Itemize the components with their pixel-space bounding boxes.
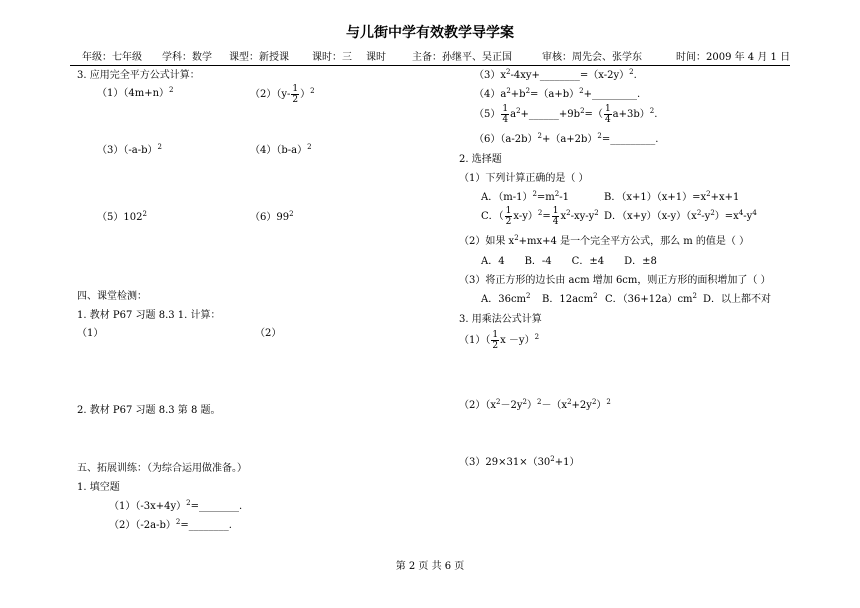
choice-q3: （3）将正方形的边长由 acm 增加 6cm，则正方形的面积增加了（ ） [459,275,771,286]
multiply-item-2: $(2)(x^2-2y^2)^2-(x^2+2y^2)^2$ [459,398,611,411]
multiply-item-3: $(3)29\times 31\times(30^2+1)$ [459,455,580,468]
choice-q1-option-c: C．（ $\frac{1}{2}$ x-y）$^2$= $\frac{1}{4}$ $x^2-xy-y^2$ [481,206,599,227]
fraction: $\frac{1}{2}$ [505,206,512,227]
header-subject: 学科：数学 [162,52,212,63]
choice-q1-option-d: D．$(x+y)(x-y)(x^2-y^2)=x^4-y^4$ [604,209,757,222]
header-date: 时间：2009 年 4 月 1 日 [676,52,791,63]
document-title: 与儿街中学有效教学导学案 [346,25,514,41]
problem-2: （2）（y- $\frac{1}{2}$ ）$^2$ [250,84,315,105]
check-item-1a: （1） [77,328,104,339]
choice-q2: （2）如果 $x^2+mx+4$ 是一个完全平方公式，那么 m 的值是（ ） [459,234,750,247]
choice-q3-option-d: D．以上都不对 [703,294,772,305]
fraction: $\frac{1}{4}$ [604,104,611,125]
fraction: $\frac{1}{4}$ [552,206,559,227]
section-3-title: 3. 应用完全平方公式计算： [77,70,200,81]
fill-item-6: $(6)(a-2b)^2+(a+2b)^2=\_\_\_\_\_\_\_\_\_$. [474,132,659,145]
fill-item-4: $(4)a^2+b^2=(a+b)^2+\_\_\_\_\_\_\_\_\_$. [474,87,641,100]
choice-q1-option-b: B．$(x+1)(x+1)=x^2+x+1$ [604,190,740,203]
problem-3: $(3)(-a-b)^2$ [97,143,162,156]
header-grade: 年级：七年级 [82,52,142,63]
choice-q2-options: A．4 B．-4 C．±4 D．±8 [481,256,657,267]
fill-item-3: $(3)x^2-4xy+\_\_\_\_\_\_\_\_=(x-2y)^2$. [474,68,637,81]
choice-q3-option-a: A．$36cm^2$ [481,292,531,305]
choice-title: 2. 选择题 [459,154,502,165]
fill-item-5: （5） $\frac{1}{4}$ $a^2+\_\_\_\_\_\_+9b^2=$（ $\frac{1}{4}$ a+3b）$^2$. [474,104,658,125]
page-footer: 第 2 页 共 6 页 [395,561,465,572]
section-4-title: 四、课堂检测： [77,291,147,302]
choice-q1-option-a: A．$(m-1)^2=m^2-1$ [481,190,570,203]
problem-6: $(6)99^2$ [250,210,294,223]
header-lesson-type: 课型：新授课 [229,52,289,63]
header-period-label: 课时 [366,52,386,63]
choice-q3-option-b: B．12acm$^2$ [542,292,598,305]
check-item-2: 2. 教材 P67 习题 8.3 第 8 题。 [77,405,221,416]
header-rule [70,65,790,66]
problem-1: $(1)(4m+n)^2$ [97,86,174,99]
section-5-title: 五、拓展训练：（为综合运用做准备。） [77,463,247,474]
choice-q1: （1）下列计算正确的是（ ） [459,173,589,184]
header-period: 课时：三 [312,52,352,63]
problem-4: $(4)(b-a)^2$ [250,143,312,156]
fraction: $\frac{1}{2}$ [492,330,499,351]
fill-item-2: $(2)(-2a-b)^2=\_\_\_\_\_\_\_\_$. [109,518,232,531]
multiply-item-1: （1）（ $\frac{1}{2}$ x －y）$^2$ [459,330,540,351]
choice-q3-option-c: C．$(36+12a)cm^2$ [605,292,697,305]
multiply-title: 3. 用乘法公式计算 [459,314,542,325]
fill-item-1: $(1)(-3x+4y)^2=\_\_\_\_\_\_\_\_$. [109,499,243,512]
check-item-1: 1. 教材 P67 习题 8.3 1. 计算： [77,310,221,321]
fill-title: 1. 填空题 [77,482,120,493]
fraction: $\frac{1}{4}$ [502,104,509,125]
header-review: 审核：周先会、张学东 [542,52,642,63]
header-lead: 主备：孙继平、吴正国 [412,52,512,63]
check-item-1b: （2） [255,328,282,339]
problem-5: $(5)102^2$ [97,210,147,223]
fraction: $\frac{1}{2}$ [292,84,299,105]
